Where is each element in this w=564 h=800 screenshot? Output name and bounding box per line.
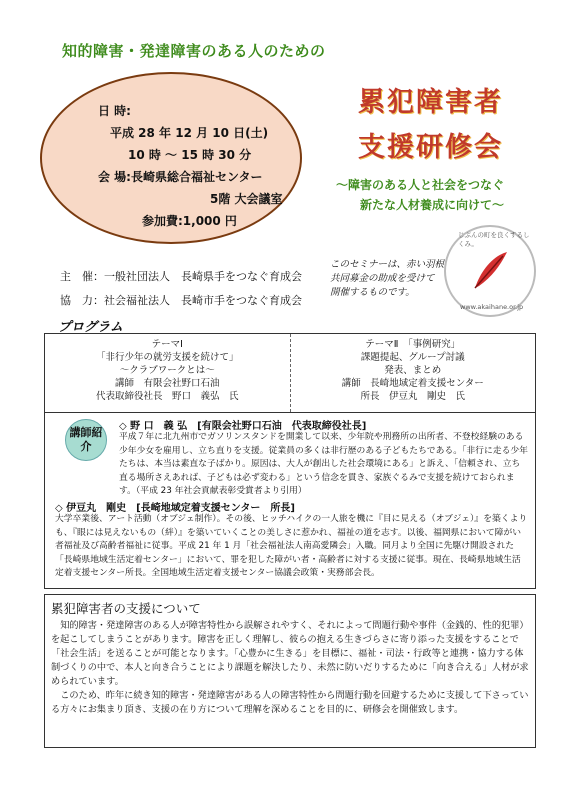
theme-1 xyxy=(45,334,290,412)
theme-2-person: 所長 伊豆丸 剛史 氏 xyxy=(360,391,465,402)
theme-2-lecturer: 講師 長崎地域定着支援センター xyxy=(341,378,484,389)
support-heading: 累犯障害者の支援について xyxy=(51,601,201,616)
theme-2 xyxy=(290,334,536,412)
event-fee: 参加費:1,000 円 xyxy=(142,214,237,228)
theme-1-title: テーマⅠ xyxy=(151,339,183,350)
red-feather-icon xyxy=(467,248,513,294)
note-line1: このセミナーは、赤い羽根 xyxy=(330,259,445,270)
event-title-line1: 累犯障害者 xyxy=(358,87,503,118)
theme-2-title: テーマⅡ 「事例研究」 xyxy=(365,339,461,350)
red-feather-logo xyxy=(444,225,536,317)
event-title-line2: 支援研修会 xyxy=(358,132,503,163)
program-label: プログラム xyxy=(58,320,123,335)
theme-1-lecturer: 講師 有限会社野口石油 xyxy=(114,378,220,389)
theme-2-line1: 課題提起、グループ討議 xyxy=(360,352,465,363)
lecturer-introductions xyxy=(44,413,536,589)
lecturer-2-heading: ◇ 伊豆丸 剛史 [長崎地域定着支援センター 所長] xyxy=(55,503,295,514)
note-line2: 共同募金の助成を受けて xyxy=(330,273,435,284)
event-venue: 会 場:長崎県総合福祉センター xyxy=(98,170,263,184)
tagline-line1: ～障害のある人と社会をつなぐ xyxy=(336,178,505,192)
logo-url: www.akaihane.or.jp xyxy=(460,303,524,311)
theme-1-person: 代表取締役社長 野口 義弘 氏 xyxy=(95,391,239,402)
program-themes xyxy=(44,333,536,413)
theme-1-name: 「非行少年の就労支援を続けて」 xyxy=(95,352,239,363)
logo-ring-text: じぶんの町を良くするしくみ。 xyxy=(458,231,530,248)
lecturer-badge: 講師紹介 xyxy=(65,419,107,461)
host-organizer: 主 催：一般社団法人 長崎県手をつなぐ育成会 xyxy=(60,270,302,283)
tagline-line2: 新たな人材養成に向けて～ xyxy=(360,198,505,212)
theme-1-sub: ～クラブワークとは～ xyxy=(119,365,215,376)
theme-2-line2: 発表、まとめ xyxy=(384,365,442,376)
event-time: 10 時 ～ 15 時 30 分 xyxy=(128,148,252,162)
date-label: 日 時: xyxy=(98,104,131,118)
event-subtitle: 知的障害・発達障害のある人のための xyxy=(62,42,326,60)
lecturer-2-bio: 大学卒業後、アート活動（オブジェ制作）。その後、ヒッチハイクの一人旅を機に『目に見える（オブジェ）』を築くよりも、『眼には見えないもの（絆）』を築いていくことの美しさに惹かれ、福祉の道を志す。以後、福岡県において障がい者福祉及び高齢者福祉に従事。平成 21 年 1 月「社会福祉法人南高愛隣会」入職。同月より全国に先駆け開設された「長崎県地域生活定着センター」において、罪を犯した障がい者・高齢者に対する支援に従事。現在、長崎県地域生活定着支援センター所長。全国地域生活定着支援センター協議会政策・実務部会長。 xyxy=(55,514,528,578)
note-line3: 開催するものです。 xyxy=(330,287,415,298)
event-date: 平成 28 年 12 月 10 日(土) xyxy=(110,126,269,140)
support-paragraph-2: このため、昨年に続き知的障害・発達障害がある人の障害特性から問題行動を回避するために支援して下さっている方々にお集まり頂き、支援の在り方について理解を深めることを目的に、研修会を開催致します。 xyxy=(51,690,529,715)
support-paragraph-1: 知的障害・発達障害のある人が障害特性から誤解されやすく、それによって問題行動や事件（金銭的、性的犯罪）を起こしてしまうことがあります。障害を正しく理解し、彼らの抱える生きづらさに寄り添った支援をすることで「社会生活」を送ることが可能となります。「心豊かに生きる」を目標に、福祉・司法・行政等と連携・協力する体制づくりの中で、本人と向き合うことにより課題を解決したり、未然に防いだりするために「向き合える」人材が求められています。 xyxy=(51,620,529,687)
event-room: 5階 大会議室 xyxy=(210,192,283,206)
lecturer-1-heading: ◇ 野 口 義 弘 [有限会社野口石油 代表取締役社長] xyxy=(119,421,367,432)
support-section xyxy=(44,594,536,748)
cooperating-organizer: 協 力：社会福祉法人 長崎市手をつなぐ育成会 xyxy=(60,294,302,307)
lecturer-1-bio: 平成７年に北九州市でガソリンスタンドを開業して以来、少年院や刑務所の出所者、不登校経験のある少年少女を雇用し、立ち直りを支援。従業員の多くは非行歴のある子どもたちである。「非行に走る少年たちは、本当は素直な子ばかり。原因は、大人が創出した社会環境にある」と訴え、「信頼され、立ち直る場所さえあれば、子どもは必ず変わる」という信念を貫き、家族ぐるみで支援を続けておられます。（平成 23 年社会貢献表彰受賞者より引用） xyxy=(119,432,528,496)
